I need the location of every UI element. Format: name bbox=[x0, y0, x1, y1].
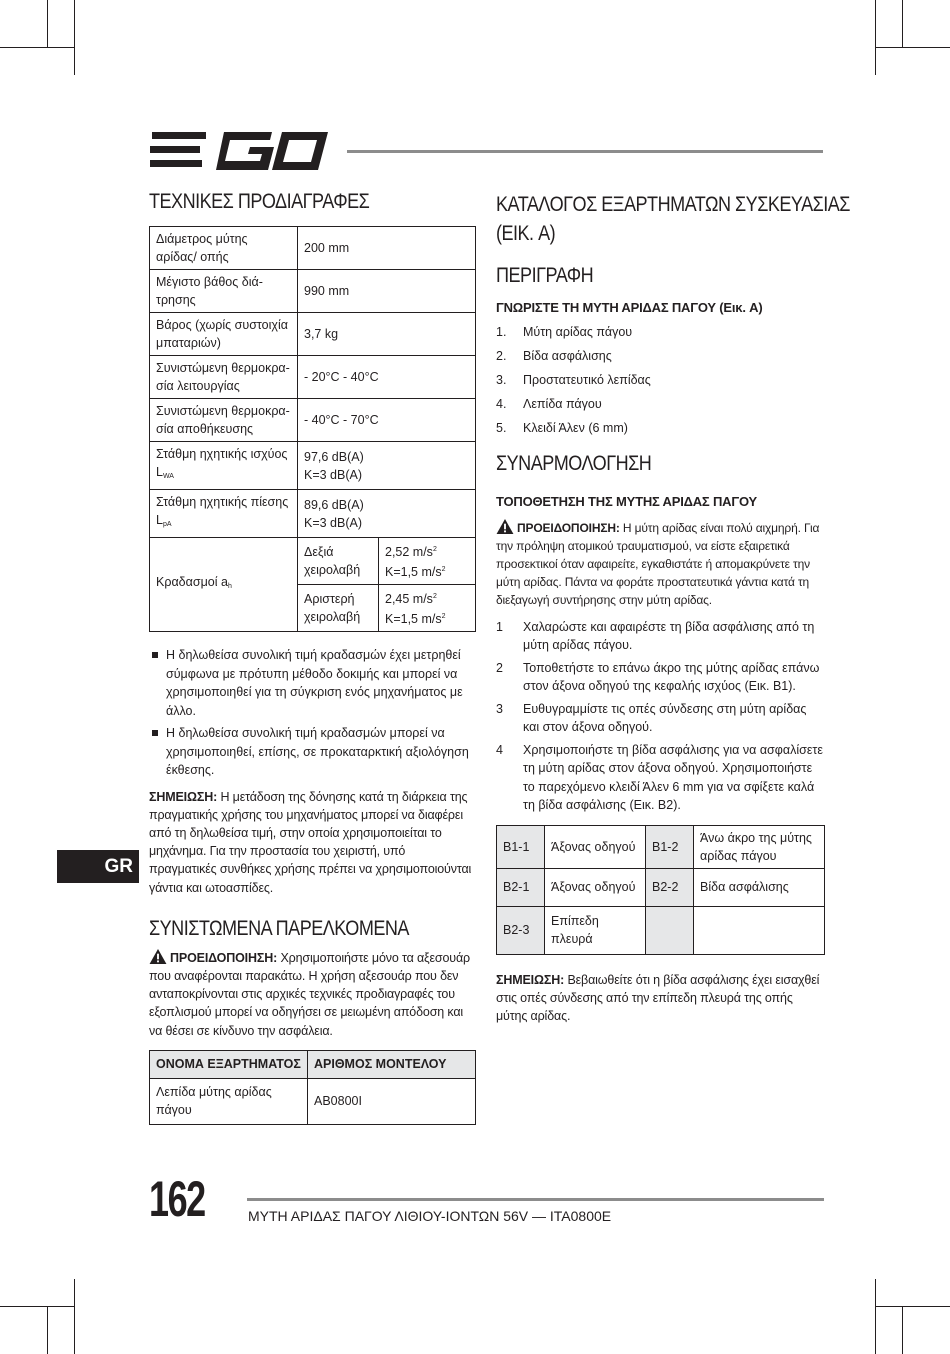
warning-icon bbox=[149, 949, 167, 964]
list-item: Η δηλωθείσα συνολική τιμή κραδασμών μπορεί να χρησιμοποιηθεί, επίσης, σε προκαταρκτική αξιολόγηση έκθεσης. bbox=[149, 724, 476, 780]
list-item bbox=[496, 323, 825, 342]
part-name: Άνω άκρο της μύτης αρίδας πάγου bbox=[694, 825, 825, 868]
list-item bbox=[496, 659, 825, 696]
note-label: ΣΗΜΕΙΩΣΗ: bbox=[496, 972, 565, 987]
spec-label: Μέγιστο βάθος διά- τρησης bbox=[150, 270, 298, 313]
crop-mark bbox=[0, 47, 75, 48]
exponent: 2 bbox=[441, 566, 446, 573]
item-text: Κλειδί Άλεν (6 mm) bbox=[523, 421, 628, 435]
crop-mark bbox=[875, 1306, 950, 1307]
step-number: 2 bbox=[496, 660, 503, 675]
footer-rule bbox=[247, 1198, 824, 1201]
list-item bbox=[496, 700, 825, 737]
crop-mark bbox=[875, 0, 876, 75]
spec-label bbox=[150, 538, 298, 632]
step-number: 4 bbox=[496, 742, 503, 757]
spec-value: - 40°C - 70°C bbox=[298, 399, 476, 442]
vibration-label: Κραδασμοί a bbox=[156, 575, 228, 589]
crop-mark bbox=[875, 1279, 876, 1354]
part-code: B1-2 bbox=[646, 825, 694, 868]
description-subtitle: ΓΝΩΡΙΣΤΕ ΤΗ ΜΥΤΗ ΑΡΙΔΑΣ ΠΑΓΟΥ (Εικ. A) bbox=[496, 300, 763, 315]
warning-label: ΠΡΟΕΙΔΟΠΟΙΗΣΗ: bbox=[517, 520, 620, 535]
part-name: Άξονας οδηγού bbox=[545, 868, 646, 906]
accessory-model: AB0800I bbox=[308, 1078, 476, 1124]
item-number: 2. bbox=[496, 349, 507, 363]
vibration-left-values bbox=[379, 585, 476, 632]
spec-label bbox=[150, 490, 298, 538]
crop-mark bbox=[47, 0, 48, 47]
list-item bbox=[496, 395, 825, 414]
part-code: B2-2 bbox=[646, 868, 694, 906]
spec-label: Συνιστώμενη θερμοκρα- σία αποθήκευσης bbox=[150, 399, 298, 442]
list-item bbox=[496, 347, 825, 366]
table-row bbox=[497, 868, 825, 906]
item-number: 5. bbox=[496, 421, 507, 435]
assembly-title: ΣΥΝΑΡΜΟΛΟΓΗΣΗ bbox=[496, 451, 652, 475]
list-item: Η δηλωθείσα συνολική τιμή κραδασμών έχει μετρηθεί σύμφωνα με πρότυπη μέθοδο δοκιμής και μπορεί να χρησιμοποιηθεί για τη σύγκριση ενός μηχανήματος με άλλο. bbox=[149, 646, 476, 720]
assembly-steps bbox=[496, 618, 825, 815]
part-code: B2-3 bbox=[497, 906, 545, 954]
accessories-table bbox=[149, 1050, 476, 1125]
figure-parts-table bbox=[496, 825, 825, 955]
vibration-right-values bbox=[379, 538, 476, 585]
vibration-right-hand: Δεξιά χειρολαβή bbox=[298, 538, 379, 585]
page-number: 162 bbox=[149, 1171, 205, 1227]
sound-power-sub: WA bbox=[162, 473, 174, 480]
sound-pressure-value: 89,6 dB(A) bbox=[304, 497, 364, 512]
table-row bbox=[150, 399, 476, 442]
table-row bbox=[150, 313, 476, 356]
step-text: Ευθυγραμμίστε τις οπές σύνδεσης στη μύτη αρίδας και στον άξονα οδηγού. bbox=[523, 701, 807, 735]
vibration-right-value: 2,52 m/s bbox=[385, 545, 433, 559]
accessories-title: ΣΥΝΙΣΤΩΜΕΝΑ ΠΑΡΕΛΚΟΜΕΝΑ bbox=[149, 916, 409, 940]
spec-label: Βάρος (χωρίς συστοιχία μπαταριών) bbox=[150, 313, 298, 356]
table-row bbox=[150, 356, 476, 399]
exponent: 2 bbox=[432, 593, 437, 600]
part-name bbox=[694, 906, 825, 954]
note-label: ΣΗΜΕΙΩΣΗ: bbox=[149, 789, 218, 804]
part-name: Βίδα ασφάλισης bbox=[694, 868, 825, 906]
item-number: 3. bbox=[496, 373, 507, 387]
footer-title: ΜΥΤΗ ΑΡΙΔΑΣ ΠΑΓΟΥ ΛΙΘΙΟΥ-ΙΟΝΤΩΝ 56V — ITA0800E bbox=[248, 1208, 612, 1224]
sound-power-label: Στάθμη ηχητικής ισχύος L bbox=[156, 447, 288, 479]
crop-mark bbox=[0, 1306, 75, 1307]
packing-list-title-line1: ΚΑΤΑΛΟΓΟΣ ΕΞΑΡΤΗΜΑΤΩΝ ΣΥΣΚΕΥΑΣΙΑΣ bbox=[496, 193, 850, 216]
list-item bbox=[496, 419, 825, 438]
part-code: B2-1 bbox=[497, 868, 545, 906]
vibration-sub: h bbox=[227, 583, 232, 590]
crop-mark bbox=[47, 1306, 48, 1354]
part-name: Επίπεδη πλευρά bbox=[545, 906, 646, 954]
ego-logo bbox=[150, 128, 332, 177]
crop-mark bbox=[902, 0, 903, 47]
sound-power-value: 97,6 dB(A) bbox=[304, 449, 364, 464]
parts-list bbox=[496, 323, 825, 438]
table-row bbox=[497, 825, 825, 868]
sound-pressure-label: Στάθμη ηχητικής πίεσης L bbox=[156, 495, 289, 527]
table-row bbox=[150, 1078, 476, 1124]
accessory-name: Λεπίδα μύτης αρίδας πάγου bbox=[150, 1078, 308, 1124]
item-text: Λεπίδα πάγου bbox=[523, 397, 602, 411]
vibration-right-k: K=1,5 m/s bbox=[385, 565, 442, 579]
warning-icon bbox=[496, 519, 514, 534]
header-rule bbox=[347, 150, 823, 153]
table-row bbox=[150, 442, 476, 490]
part-name: Άξονας οδηγού bbox=[545, 825, 646, 868]
col-header-name: ΟΝΟΜΑ ΕΞΑΡΤΗΜΑΤΟΣ bbox=[150, 1050, 308, 1078]
part-code bbox=[646, 906, 694, 954]
table-row bbox=[150, 270, 476, 313]
crop-mark bbox=[875, 47, 950, 48]
step-text: Χαλαρώστε και αφαιρέστε τη βίδα ασφάλισης από τη μύτη αρίδας πάγου. bbox=[523, 619, 815, 653]
spec-label: Συνιστώμενη θερμοκρα- σία λειτουργίας bbox=[150, 356, 298, 399]
sound-pressure-k: K=3 dB(A) bbox=[304, 515, 363, 530]
ego-logo-mark bbox=[150, 128, 332, 172]
assembly-subtitle: ΤΟΠΟΘΕΤΗΣΗ ΤΗΣ ΜΥΤΗΣ ΑΡΙΔΑΣ ΠΑΓΟΥ bbox=[496, 493, 757, 509]
tech-specs-title: ΤΕΧΝΙΚΕΣ ΠΡΟΔΙΑΓΡΑΦΕΣ bbox=[149, 190, 370, 213]
list-item bbox=[496, 618, 825, 655]
spec-value: 990 mm bbox=[298, 270, 476, 313]
left-column bbox=[149, 190, 476, 1125]
list-item bbox=[496, 371, 825, 390]
description-title: ΠΕΡΙΓΡΑΦΗ bbox=[496, 264, 594, 287]
item-number: 1. bbox=[496, 325, 507, 339]
crop-mark bbox=[74, 0, 75, 75]
step-number: 3 bbox=[496, 701, 503, 716]
language-tab: GR bbox=[57, 850, 139, 883]
assembly-note bbox=[496, 971, 825, 1026]
table-header-row bbox=[150, 1050, 476, 1078]
step-text: Χρησιμοποιήστε τη βίδα ασφάλισης για να ασφαλίσετε τη μύτη αρίδας στον άξονα οδηγού. Χρησιμοποιήστε το παρεχόμενο κλειδί Άλεν 6 mm για να σφίξετε καλά τη βίδα ασφάλισης (Εικ. B2). bbox=[523, 742, 823, 813]
table-row bbox=[150, 227, 476, 270]
item-text: Βίδα ασφάλισης bbox=[523, 349, 612, 363]
sound-power-k: K=3 dB(A) bbox=[304, 467, 363, 482]
crop-mark bbox=[902, 1306, 903, 1354]
vibration-left-k: K=1,5 m/s bbox=[385, 612, 442, 626]
spec-value: 3,7 kg bbox=[298, 313, 476, 356]
item-number: 4. bbox=[496, 397, 507, 411]
note-text: Η μετάδοση της δόνησης κατά τη διάρκεια της πραγματικής χρήσης του μηχανήματος μπορεί να διαφέρει από τη δηλωθείσα τιμή, στην οποία χρησιμοποιείται το μηχάνημα. Για την προστασία του χειριστή, υπό πραγματικές συνθήκες χρήσης πρέπει να χρησιμοποιούνται γάντια και ωτοασπίδες. bbox=[149, 789, 472, 895]
crop-mark bbox=[74, 1279, 75, 1354]
warning-text: Η μύτη αρίδας είναι πολύ αιχμηρή. Για την πρόληψη ατομικού τραυματισμού, να είστε εξαιρετικά προσεκτικοί όταν αφαιρείτε, εγκαθιστάτε ή απομακρύνετε την μύτη αρίδας. Πάντα να φοράτε προστατευτικά γάντια κατά τη διεξαγωγή συντήρησης στην μύτη αρίδας. bbox=[496, 520, 820, 608]
warning-label: ΠΡΟΕΙΔΟΠΟΙΗΣΗ: bbox=[170, 950, 278, 965]
note-vibration bbox=[149, 788, 476, 897]
right-column bbox=[496, 190, 850, 1025]
vibration-bullets bbox=[149, 646, 476, 780]
spec-value bbox=[298, 442, 476, 490]
spec-value: 200 mm bbox=[298, 227, 476, 270]
spec-table bbox=[149, 226, 476, 632]
step-text: Τοποθετήστε το επάνω άκρο της μύτης αρίδας επάνω στον άξονα οδηγού της κεφαλής ισχύος (Εικ. B1). bbox=[523, 660, 820, 694]
spec-label bbox=[150, 442, 298, 490]
item-text: Προστατευτικό λεπίδας bbox=[523, 373, 651, 387]
spec-value bbox=[298, 490, 476, 538]
spec-value: - 20°C - 40°C bbox=[298, 356, 476, 399]
vibration-left-hand: Αριστερή χειρολαβή bbox=[298, 585, 379, 632]
part-code: B1-1 bbox=[497, 825, 545, 868]
accessories-warning bbox=[149, 949, 476, 1040]
sound-pressure-sub: pA bbox=[162, 521, 172, 528]
note-text: Βεβαιωθείτε ότι η βίδα ασφάλισης έχει εισαχθεί στις οπές σύνδεσης από την επίπεδη πλευρά της οπής μύτης αρίδας. bbox=[496, 972, 820, 1023]
vibration-left-value: 2,45 m/s bbox=[385, 592, 433, 606]
warning-text: Χρησιμοποιήστε μόνο τα αξεσουάρ που αναφέρονται παρακάτω. Η χρήση αξεσουάρ που δεν ανταποκρίνονται στις αρχικές τεχνικές προδιαγραφές του εξοπλισμού μπορεί να οδηγήσει σε μειωμένη απόδοση και να θέσει σε κίνδυνο την ασφάλεια. bbox=[149, 950, 471, 1038]
list-item bbox=[496, 741, 825, 815]
exponent: 2 bbox=[432, 546, 437, 553]
table-row bbox=[150, 538, 476, 585]
col-header-model: ΑΡΙΘΜΟΣ ΜΟΝΤΕΛΟΥ bbox=[308, 1050, 476, 1078]
step-number: 1 bbox=[496, 619, 503, 634]
assembly-warning bbox=[496, 519, 825, 610]
spec-label: Διάμετρος μύτης αρίδας/ οπής bbox=[150, 227, 298, 270]
table-row bbox=[497, 906, 825, 954]
item-text: Μύτη αρίδας πάγου bbox=[523, 325, 633, 339]
packing-list-title-line2: (ΕΙΚ. A) bbox=[496, 222, 556, 245]
exponent: 2 bbox=[441, 613, 446, 620]
table-row bbox=[150, 490, 476, 538]
